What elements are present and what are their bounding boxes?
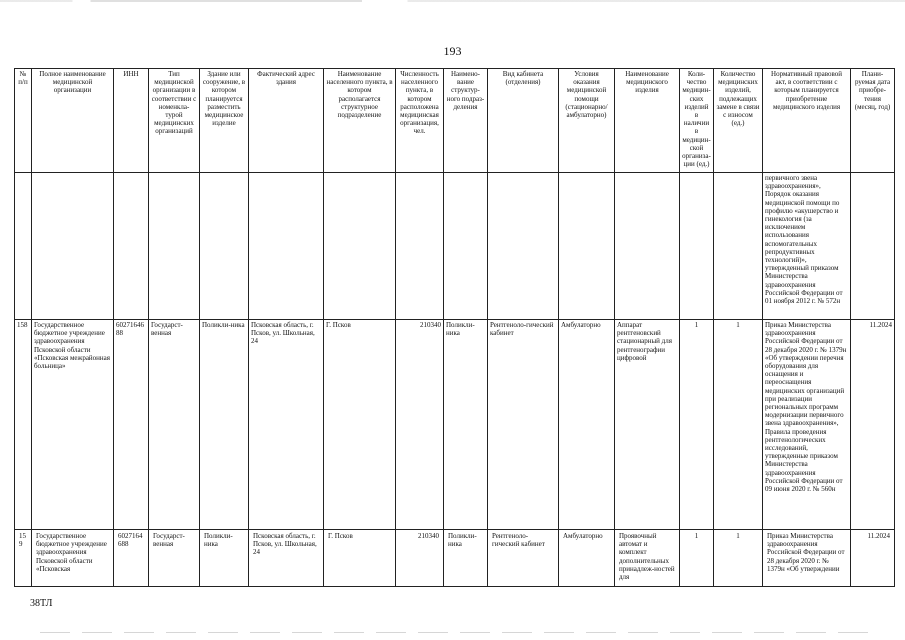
cell-num: 159 (19, 532, 26, 549)
table-row-continuation (15, 173, 895, 320)
cell-building: Поликли-ника (204, 532, 233, 549)
header-building: Здание или сооружение, в котором планируется разместить медицинское изделие (200, 69, 249, 173)
cell-unit: Поликли-ника (448, 532, 477, 549)
table-header-row (15, 69, 895, 173)
cell-type: Государст-венная (153, 532, 185, 549)
continuation-act-cell: первичного звена здравоохранения», Порядок оказания медицинской помощи по профилю «акушерство и гинекология (за исключением использования вспомогательных репродуктивных технологий)», утвержденный приказом Министерства здравоохранения Российской Федерации от 01 ноября 2012 г. № 572н (763, 173, 851, 320)
header-org: Полное наименование медицинской организации (32, 69, 114, 173)
equipment-table (14, 68, 895, 587)
cell-cabinet: Рентгеноло-гический кабинет (488, 320, 559, 530)
cell-inn: 6027164688 (114, 320, 149, 530)
header-unit: Наимено-вание структур-ного подраз-деления (444, 69, 488, 173)
header-population: Численность населенного пункта, в котором расположена медицинская организация, чел. (396, 69, 444, 173)
cell-act: Приказ Министерства здравоохранения Российской Федерации от 28 декабря 2020 г. № 1379н «Об утверждении перечня оборудования для оснащения и переоснащения медицинских организаций при реализации региональных программ модернизации первичного звена здравоохранения», Правила проведения рентгенологических исследований, утвержденные приказом Министерства здравоохранения Российской Федерации от 09 июня 2020 г. № 560н (763, 320, 851, 530)
cell-cabinet: Рентгеноло-гический кабинет (492, 532, 545, 549)
table-row (15, 530, 895, 587)
cell-conditions: Амбулаторно (563, 532, 603, 540)
cell-inn: 6027164688 (118, 532, 143, 549)
cell-address: Псковская область, г. Псков, ул. Школьная, 24 (249, 320, 324, 530)
footer-code: 38ТЛ (30, 598, 53, 609)
cell-type: Государст-венная (149, 320, 200, 530)
table-row (15, 320, 895, 530)
scan-edge-top (0, 0, 905, 2)
scan-edge-bottom (40, 632, 880, 633)
header-replace: Количество медицинских изделий, подлежащих замене в связи с износом (ед.) (714, 69, 763, 173)
cell-conditions: Амбулаторно (559, 320, 615, 530)
cell-settlement: Г. Псков (328, 532, 353, 540)
header-qty: Коли-чество медицин-ских изделий в наличии в медицин-ской организа-ции (ед.) (680, 69, 714, 173)
page-number: 193 (443, 44, 462, 58)
header-inn: ИНН (114, 69, 149, 173)
cell-device: Аппарат рентгеновский стационарный для рентгенографии цифровой (615, 320, 680, 530)
header-conditions: Условия оказания медицинской помощи (стационарно/ амбулаторно) (559, 69, 615, 173)
cell-unit: Поликли-ника (444, 320, 488, 530)
cell-qty: 1 (680, 320, 714, 530)
cell-org: Государственное бюджетное учреждение здравоохранения Псковской области «Псковская (36, 532, 107, 573)
cell-address: Псковская область, г. Псков, ул. Школьная, 24 (253, 532, 317, 557)
cell-act: Приказ Министерства здравоохранения Российской Федерации от 28 декабря 2020 г. № 1379н «Об утверждении (767, 532, 845, 573)
cell-org: Государственное бюджетное учреждение здравоохранения Псковской области «Псковская межрайонная больница» (32, 320, 114, 530)
header-address: Фактический адрес здания (249, 69, 324, 173)
cell-qty: 1 (694, 532, 699, 540)
header-type: Тип медицинской организации в соответствии с номенкла-турой медицинских организаций (149, 69, 200, 173)
cell-date: 11.2024 (851, 320, 895, 530)
cell-population: 210340 (396, 320, 444, 530)
header-cabinet: Вид кабинета (отделения) (488, 69, 559, 173)
cell-replace: 1 (736, 532, 740, 540)
cell-device: Проявочный автомат и комплект дополнительных принадлеж-ностей для (619, 532, 675, 582)
header-num: № п/п (15, 69, 32, 173)
cell-building: Поликли-ника (200, 320, 249, 530)
cell-settlement: Г. Псков (324, 320, 396, 530)
cell-num: 158 (15, 320, 32, 530)
cell-replace: 1 (714, 320, 763, 530)
cell-date: 11.2024 (867, 532, 890, 540)
header-device: Наименование медицинского изделия (615, 69, 680, 173)
header-act: Нормативный правовой акт, в соответствии с которым планируется приобретение медицинского изделия (763, 69, 851, 173)
header-date: Плани-руемая дата приобре-тения (месяц, год) (851, 69, 895, 173)
cell-population: 210340 (418, 532, 439, 540)
header-settlement: Наименование населенного пункта, в котором располагается структурное подразделение (324, 69, 396, 173)
